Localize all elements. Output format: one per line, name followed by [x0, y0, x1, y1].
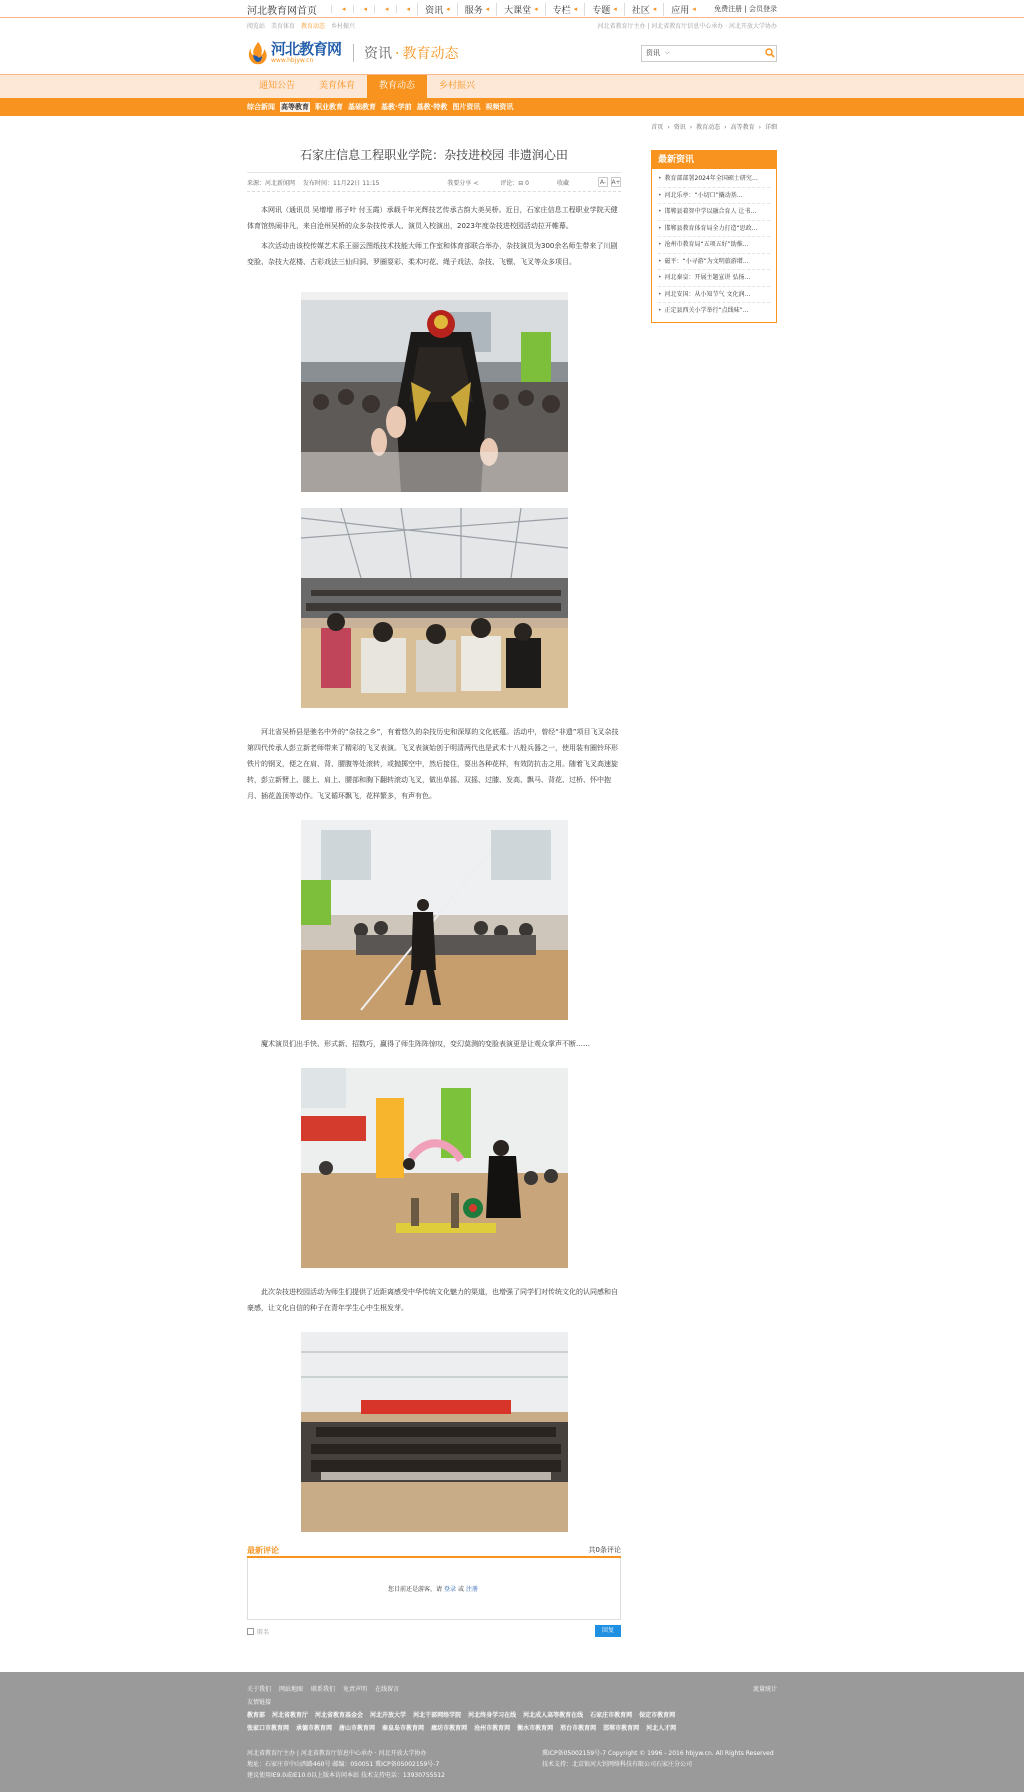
footer-link[interactable]: 在线留言 — [375, 1686, 400, 1693]
sub-top-link[interactable]: 教育动态 — [301, 22, 326, 30]
breadcrumb-separator: › — [724, 124, 727, 131]
font-smaller-button[interactable]: A- — [599, 178, 607, 186]
latest-news-item[interactable]: • 沧州市教育局“五项五好”助推… — [658, 237, 770, 254]
chevron-left-icon: ◂ — [446, 5, 450, 13]
friend-link[interactable]: 衡水市教育网 — [517, 1725, 554, 1732]
friend-links-row — [247, 1723, 777, 1732]
friend-link[interactable]: 河北人才网 — [646, 1725, 677, 1732]
breadcrumb — [0, 120, 1024, 136]
latest-news-item[interactable]: • 河北秦皇：开展主题宣讲 弘扬… — [658, 270, 770, 287]
breadcrumb-item[interactable]: 高等教育 — [730, 124, 755, 131]
comment-submit-button[interactable]: 回复 — [595, 1625, 621, 1637]
channel-nav — [0, 74, 1024, 98]
channel-tab[interactable]: 教育动态 — [367, 75, 427, 98]
top-nav-label: 专栏 — [552, 5, 571, 16]
sidebar — [651, 150, 777, 1642]
article-photo-audience — [301, 508, 568, 708]
breadcrumb-item[interactable]: 详细 — [764, 124, 777, 131]
article-source: 来源：河北新闻网 — [247, 179, 296, 187]
comment-register-link[interactable]: 注册 — [466, 1586, 479, 1593]
comments-count: 共0条评论 — [588, 1546, 621, 1554]
share-button[interactable]: 我要分享 ≺ — [447, 179, 479, 187]
friend-link[interactable]: 秦皇岛市教育网 — [382, 1725, 425, 1732]
comments-footer — [247, 1620, 621, 1642]
login-link[interactable]: 会员登录 — [749, 5, 777, 13]
article-photo-contortion — [301, 1068, 568, 1268]
font-larger-button[interactable]: A+ — [611, 178, 621, 186]
top-nav-item[interactable] — [374, 5, 396, 13]
chevron-left-icon: ◂ — [652, 5, 657, 13]
top-nav-item[interactable] — [331, 5, 353, 13]
friend-links-title: 友情链接 — [247, 1699, 272, 1706]
chevron-left-icon: ◂ — [534, 5, 538, 13]
breadcrumb-separator: › — [758, 124, 761, 131]
channel-dot: · — [395, 46, 400, 62]
article-paragraph: 魔术演员们出手快、形式新、招数巧，赢得了师生阵阵惊叹，变幻莫测的变脸表演更是让观众掌声不断…… — [261, 1040, 590, 1048]
breadcrumb-item[interactable]: 教育动态 — [696, 124, 721, 131]
friend-link[interactable]: 河北省教育厅 — [272, 1712, 309, 1719]
friend-link[interactable]: 承德市教育网 — [296, 1725, 333, 1732]
article-meta — [247, 172, 621, 192]
friend-link[interactable]: 河北干部网络学院 — [413, 1712, 462, 1719]
breadcrumb-separator: › — [689, 124, 693, 131]
header-divider — [353, 44, 354, 62]
anonymous-label: 匿名 — [257, 1628, 270, 1636]
comment-login-link[interactable]: 登录 — [443, 1586, 456, 1593]
friend-link[interactable]: 张家口市教育网 — [247, 1725, 290, 1732]
comments-section — [247, 1544, 621, 1642]
sub-nav-item[interactable]: 高等教育 — [281, 103, 309, 111]
top-auth: 免费注册 | 会员登录 — [714, 5, 777, 13]
channel-title — [364, 43, 458, 63]
sub-top-link[interactable]: 阅览站 — [247, 22, 266, 30]
subchannel-name: 教育动态 — [402, 46, 459, 62]
top-nav-label: 服务 — [464, 5, 483, 16]
sub-nav — [0, 98, 1024, 116]
comment-prompt: 您目前还是游客，请 — [387, 1586, 442, 1593]
latest-news-item[interactable]: • 邯郸县着智中学以融合育人 让书… — [658, 204, 770, 221]
favorite-button[interactable]: 收藏 — [556, 179, 569, 187]
article-photo-group — [301, 1332, 568, 1532]
footer-copyright: 冀ICP备05002159号-7 Copyright © 1996 - 2016 hbjyw.cn. All Rights Reserved — [542, 1750, 774, 1757]
top-nav-item[interactable] — [624, 3, 664, 16]
latest-news-title: 最新资讯 — [652, 151, 776, 169]
friend-link[interactable]: 沧州市教育网 — [474, 1725, 511, 1732]
top-nav-item[interactable] — [396, 5, 418, 13]
top-nav-label: 社区 — [631, 5, 650, 16]
article-paragraph: 本网讯（通讯员 吴增增 邢子叶 付玉霞）承载千年光辉技艺传承古韵大美吴桥。近日，石家庄信息工程职业学院天健体育馆热闹非凡，来自沧州吴桥的众多杂技传承人、演员入校演出，2023年度杂技进校园活动拉开帷幕。 — [247, 206, 618, 230]
chevron-down-icon: ⌵ — [665, 49, 670, 56]
friend-links-row — [247, 1710, 777, 1719]
sub-top-link[interactable]: 美育体育 — [271, 22, 296, 30]
footer-bottom — [247, 1748, 777, 1781]
traffic-stats-link[interactable]: 流量统计 — [752, 1686, 777, 1693]
chevron-left-icon: ◂ — [406, 5, 411, 13]
sub-nav-item[interactable]: 图片资讯 — [452, 103, 481, 111]
footer-sponsor: 河北省教育厅主办 | 河北省教育厅信息中心承办 · 河北开放大学协办 — [247, 1750, 427, 1757]
footer-browser-note: 建议使用IE9.0或IE10.0以上版本访问本站 技术支持电话：13930755512 — [247, 1772, 445, 1779]
sub-nav-item[interactable]: 基教·学前 — [381, 103, 412, 111]
friend-link[interactable]: 石家庄市教育网 — [590, 1712, 633, 1719]
sub-nav-item[interactable]: 基教·特教 — [416, 103, 448, 111]
logo-flame-icon — [247, 40, 269, 66]
top-bar — [0, 0, 1024, 18]
sponsor-text: 河北省教育厅主办 | 河北省教育厅信息中心承办 · 河北开放大学协办 — [597, 22, 777, 30]
footer-links — [247, 1684, 777, 1693]
channel-name: 资讯 — [364, 46, 392, 62]
sub-nav-item[interactable]: 基础教育 — [348, 103, 376, 111]
search-box — [641, 45, 777, 62]
latest-news-item[interactable]: • 正定县西关小学举行“点线味”… — [658, 303, 770, 319]
top-nav-item[interactable] — [457, 3, 497, 16]
top-nav — [331, 3, 714, 16]
chevron-left-icon: ◂ — [363, 5, 368, 13]
sub-nav-item[interactable]: 职业教育 — [315, 103, 343, 111]
footer-link[interactable]: 联系我们 — [311, 1686, 336, 1693]
breadcrumb-item[interactable]: 资讯 — [673, 124, 686, 131]
friend-link[interactable]: 河北终身学习在线 — [468, 1712, 517, 1719]
site-header — [0, 32, 1024, 74]
site-footer — [0, 1672, 1024, 1792]
comments-header — [247, 1544, 621, 1558]
search-category-value: 资讯 — [646, 49, 660, 57]
top-nav-label: 应用 — [671, 5, 690, 16]
article-paragraph: 此次杂技进校园活动为师生们提供了近距离感受中华传统文化魅力的渠道，也增强了同学们对传统文化的认同感和自豪感，让文化自信的种子在青年学生心中生根发芽。 — [247, 1288, 618, 1312]
sub-top-links — [247, 21, 361, 30]
chevron-left-icon: ◂ — [342, 5, 346, 13]
article-photo-face-changing — [301, 292, 568, 492]
article-paragraph: 本次活动由该校传媒艺术系王丽云图纸技术技能大师工作室和体育部联合举办，杂技演员为300余名师生带来了川剧变脸、杂技大花楼、古彩戏法三仙归洞、罗圈耍彩、柔术叼花、绳子戏法、杂技、飞镖、飞叉等众多项目。 — [247, 242, 618, 266]
friend-link[interactable]: 河北开放大学 — [370, 1712, 407, 1719]
top-nav-item[interactable] — [584, 3, 624, 16]
top-nav-label: 资讯 — [425, 5, 444, 16]
logo-url: www.hbjyw.cn — [271, 56, 314, 64]
friend-link[interactable]: 河北成人高等教育在线 — [523, 1712, 584, 1719]
latest-news-item[interactable]: • 河北安国：从小知节气 文化润… — [658, 287, 770, 304]
latest-news-box — [651, 150, 777, 323]
chevron-left-icon: ◂ — [613, 5, 617, 13]
top-nav-item[interactable] — [663, 3, 703, 16]
chevron-left-icon: ◂ — [485, 5, 490, 13]
article-photo-flying-fork — [301, 820, 568, 1020]
chevron-left-icon: ◂ — [385, 5, 389, 13]
channel-tab[interactable]: 美育体育 — [318, 81, 355, 91]
latest-news-item[interactable]: • 教育部部署2024年全国硕士研究… — [658, 171, 770, 188]
top-nav-item[interactable] — [353, 5, 375, 13]
top-nav-item[interactable] — [545, 3, 585, 16]
search-button[interactable] — [763, 46, 776, 61]
comment-or: 或 — [458, 1586, 465, 1593]
latest-news-item[interactable]: • 磁平：“小寻游”为文明旅游增… — [658, 254, 770, 271]
chevron-left-icon: ◂ — [692, 5, 696, 13]
friend-link[interactable]: 教育部 — [247, 1712, 266, 1719]
friend-link[interactable]: 廊坊市教育网 — [431, 1725, 468, 1732]
friend-link[interactable]: 唐山市教育网 — [339, 1725, 376, 1732]
breadcrumb-item[interactable]: 首页 — [651, 124, 664, 131]
top-nav-item[interactable] — [496, 3, 545, 16]
site-logo[interactable] — [247, 40, 343, 66]
search-input[interactable] — [672, 46, 763, 61]
sub-nav-item[interactable]: 视频资讯 — [485, 103, 514, 111]
friend-link[interactable]: 河北省教育基金会 — [315, 1712, 364, 1719]
channel-tab[interactable]: 通知公告 — [258, 81, 295, 91]
top-nav-item[interactable] — [417, 3, 457, 16]
comment-input-area[interactable] — [247, 1558, 621, 1620]
comments-title: 最新评论 — [247, 1545, 279, 1555]
sub-nav-item[interactable]: 综合新闻 — [247, 103, 275, 111]
footer-link[interactable]: 网站地图 — [279, 1686, 304, 1693]
article-title: 石家庄信息工程职业学院：杂技进校园 非遗润心田 — [300, 148, 568, 162]
friend-link[interactable]: 邯郸市教育网 — [603, 1725, 640, 1732]
anonymous-checkbox[interactable] — [247, 1628, 254, 1635]
article-main — [247, 136, 621, 1642]
friend-link[interactable]: 保定市教育网 — [639, 1712, 676, 1719]
latest-news-list — [652, 169, 776, 322]
register-link[interactable]: 免费注册 — [714, 5, 743, 13]
chevron-left-icon: ◂ — [573, 5, 578, 13]
comment-count-link[interactable]: 评论：⊟ 0 — [500, 179, 529, 187]
friend-link[interactable]: 邢台市教育网 — [560, 1725, 597, 1732]
footer-link[interactable]: 免责声明 — [343, 1686, 368, 1693]
article-time: 发布时间：11月22日 11:15 — [303, 179, 380, 187]
latest-news-item[interactable]: • 河北乐亭：“小切口”撬动基… — [658, 188, 770, 205]
logo-text: 河北教育网 — [271, 39, 342, 58]
top-home-link[interactable]: 河北教育网首页 — [247, 5, 317, 17]
footer-address: 地址：石家庄市中山西路460号 邮编：050051 冀ICP备05002159号-7 — [247, 1761, 440, 1768]
sub-top-bar — [0, 18, 1024, 32]
breadcrumb-separator: › — [667, 124, 670, 131]
latest-news-item[interactable]: • 邯郸县教育体育局全力打造“思政… — [658, 221, 770, 238]
article-paragraph: 河北省吴桥县是驰名中外的“杂技之乡”，有着悠久的杂技历史和深厚的文化底蕴。活动中，曾经“非遗”项目飞叉杂技第四代传承人彭立新老师带来了精彩的飞叉表演。飞叉表演始创于明清两代也是武术十八般兵器之一，使用装有圈铃环形铁片的钢叉，便之在肩、背、腰腹等处滚转，或抛掷空中，然后接住，耍出各种花样，有效防抗击之用。随着飞叉高速旋转，彭立新臂上、腿上、肩上、腰部和胸下翻转滚动飞叉，做出单摇、双摇、过膝、发高、飘马、背花、过桥、怀中抱月、插花盖顶等动作。飞叉循环飘飞，花样繁多，有声有色。 — [247, 728, 619, 800]
search-category-select[interactable] — [642, 48, 672, 58]
channel-tab[interactable]: 乡村振兴 — [438, 81, 475, 91]
search-icon — [765, 48, 775, 58]
sub-top-link[interactable]: 乡村振兴 — [331, 22, 356, 30]
footer-link[interactable]: 关于我们 — [247, 1686, 272, 1693]
top-nav-label: 专题 — [592, 5, 611, 16]
footer-tech-support: 技术支持：北京银河大钊网络科技有限公司石家庄分公司 — [542, 1761, 693, 1768]
top-nav-label: 大课堂 — [504, 5, 532, 16]
